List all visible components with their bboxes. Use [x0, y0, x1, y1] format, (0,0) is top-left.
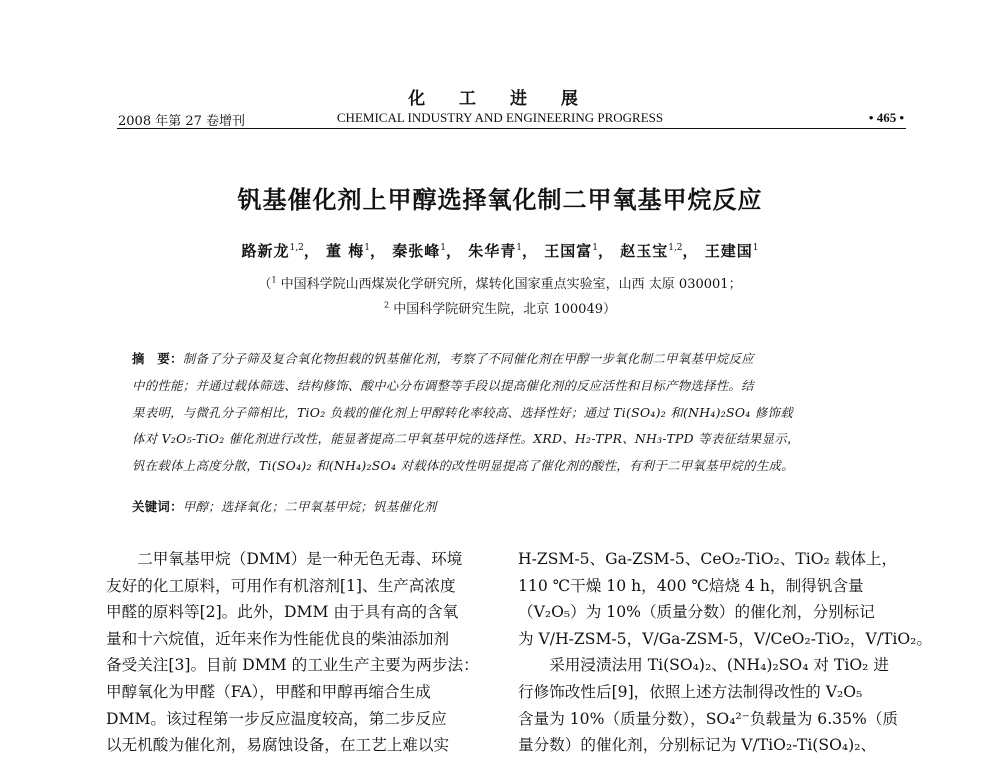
- keywords-label: 关键词：: [132, 499, 183, 514]
- abstract: [132, 346, 872, 480]
- abstract-line-1: [132, 346, 872, 373]
- author-affiliation-mark: 1: [364, 243, 371, 253]
- keywords-text: 甲醇；选择氧化；二甲氧基甲烷；钒基催化剂: [182, 499, 437, 514]
- abstract-line-4: 体对 V₂O₅-TiO₂ 催化剂进行改性，能显著提高二甲氧基甲烷的选择性。XRD、H₂-TPR、NH₃-TPD 等表征结果显示，: [132, 431, 800, 447]
- article-title: 钒基催化剂上甲醇选择氧化制二甲氧基甲烷反应: [237, 186, 763, 214]
- body-line: 110 ℃干燥 10 h，400 ℃焙烧 4 h，制得钒含量: [518, 576, 864, 595]
- issue-info: 2008 年第 27 卷增刊: [118, 114, 246, 129]
- header-rule: [117, 128, 906, 129]
- author-name: 朱华青: [468, 242, 517, 260]
- body-line: DMM。该过程第一步反应温度较高，第二步反应: [106, 709, 447, 728]
- author-name: 董 梅: [326, 242, 365, 260]
- author-name: 赵玉宝: [620, 242, 669, 260]
- affiliation-2: $^2$ 中国科学院研究生院，北京 100049）: [384, 300, 616, 317]
- abstract-line-2: 中的性能；并通过载体筛选、结构修饰、酸中心分布调整等手段以提高催化剂的反应活性和目标产物选择性。结: [132, 377, 754, 393]
- affiliation-2-text: 中国科学院研究生院，北京 100049）: [393, 302, 616, 317]
- body-line: 含量为 10%（质量分数），SO₄²⁻负载量为 6.35%（质: [518, 709, 899, 728]
- body-line: 甲醇氧化为甲醛（FA），甲醛和甲醇再缩合生成: [106, 682, 431, 701]
- affiliation-1-text: 中国科学院山西煤炭化学研究所，煤转化国家重点实验室，山西 太原 030001；: [280, 277, 742, 292]
- body-line: 二甲氧基甲烷（DMM）是一种无色无毒、环境: [106, 550, 463, 568]
- author-affiliation-mark: 1,2: [668, 243, 683, 253]
- journal-title-cn: 化 工 进 展: [408, 89, 592, 109]
- author-name: 路新龙: [241, 242, 290, 260]
- body-line: 量分数）的催化剂，分别标记为 V/TiO₂-Ti(SO₄)₂、: [518, 736, 877, 755]
- author-affiliation-mark: 1: [592, 243, 598, 253]
- abstract-label: 摘 要：: [132, 351, 183, 366]
- author-affiliation-mark: 1: [752, 243, 759, 253]
- author-name: 王国富: [544, 242, 593, 260]
- body-line: 备受关注[3]。目前 DMM 的工业生产主要为两步法：: [106, 656, 479, 675]
- author-name: 秦张峰: [392, 242, 441, 260]
- body-column-left: [106, 546, 486, 759]
- journal-title-en: CHEMICAL INDUSTRY AND ENGINEERING PROGRESS: [336, 110, 664, 125]
- affiliation-1: （$^1$ 中国科学院山西煤炭化学研究所，煤转化国家重点实验室，山西 太原 030001；: [258, 275, 742, 292]
- author-affiliation-mark: 1: [440, 243, 446, 253]
- body-column-right: [518, 546, 932, 759]
- body-line: 行修饰改性后[9]，依照上述方法制得改性的 V₂O₅: [518, 682, 863, 701]
- author-list: 路新龙$^{1,2}$， 董 梅$^1$， 秦张峰$^1$， 朱华青$^1$， 王国富$^1$， 赵玉宝$^{1,2}$， 王建国$^1$: [241, 242, 759, 260]
- body-line: 采用浸渍法用 Ti(SO₄)₂、(NH₄)₂SO₄ 对 TiO₂ 进: [518, 656, 889, 675]
- body-line: 以无机酸为催化剂，易腐蚀设备，在工艺上难以实: [106, 736, 450, 755]
- body-line: 甲醛的原料等[2]。此外，DMM 由于具有高的含氧: [106, 603, 459, 622]
- abstract-line-3: 果表明，与微孔分子筛相比，TiO₂ 负载的催化剂上甲醇转化率较高、选择性好；通过 Ti(SO₄)₂ 和(NH₄)₂SO₄ 修饰载: [132, 404, 793, 420]
- body-line: （V₂O₅）为 10%（质量分数）的催化剂，分别标记: [518, 603, 875, 622]
- author-affiliation-mark: 1,2: [289, 243, 304, 253]
- body-line: H-ZSM-5、Ga-ZSM-5、CeO₂-TiO₂、TiO₂ 载体上，: [518, 550, 898, 568]
- author-affiliation-mark: 1: [516, 243, 522, 253]
- author-name: 王建国: [704, 242, 753, 260]
- body-line: 量和十六烷值，近年来作为性能优良的柴油添加剂: [106, 629, 450, 648]
- page-number: • 465 •: [868, 110, 904, 125]
- abstract-text: 制备了分子筛及复合氧化物担载的钒基催化剂，考察了不同催化剂在甲醇一步氧化制二甲氧基甲烷反应: [182, 351, 754, 366]
- keywords: [132, 497, 872, 515]
- body-line: 为 V/H-ZSM-5，V/Ga-ZSM-5，V/CeO₂-TiO₂，V/TiO₂。: [518, 629, 932, 648]
- abstract-line-5: 钒在载体上高度分散，Ti(SO₄)₂ 和(NH₄)₂SO₄ 对载体的改性明显提高了催化剂的酸性，有利于二甲氧基甲烷的生成。: [132, 458, 794, 474]
- body-line: 友好的化工原料，可用作有机溶剂[1]、生产高浓度: [106, 576, 456, 595]
